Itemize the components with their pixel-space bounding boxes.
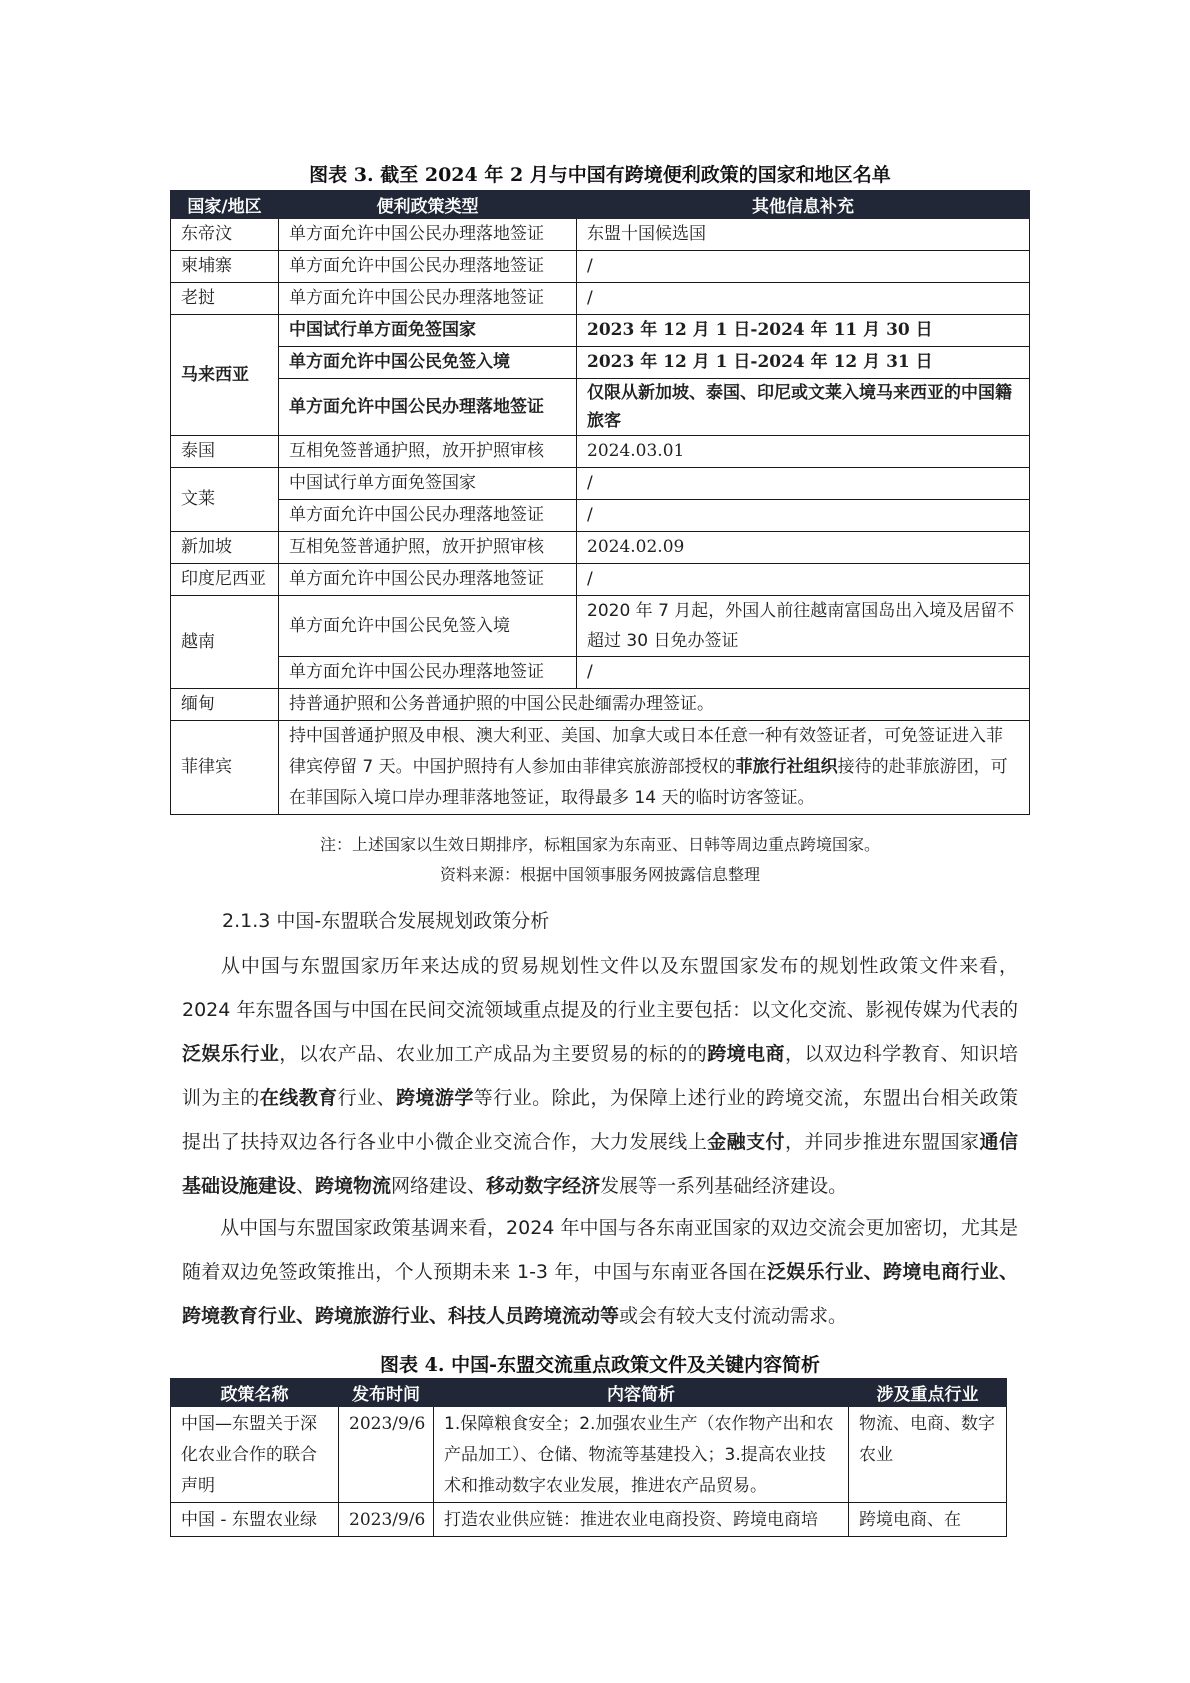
paragraph-bold: 在线教育	[259, 1087, 338, 1109]
info-cell: /	[577, 657, 1030, 689]
paragraph-text: 发展等一系列基础经济建设。	[600, 1175, 848, 1197]
country-cell: 东帝汶	[171, 219, 279, 251]
paragraph-text: ，以双边科学教育、知识培训为主的	[182, 1043, 1018, 1109]
table-row	[171, 721, 1030, 815]
date-cell: 2023/9/6	[339, 1503, 434, 1537]
policy-cell: 单方面允许中国公民办理落地签证	[279, 500, 577, 532]
figure-4-table	[170, 1378, 1007, 1537]
paragraph-bold: 跨境物流	[315, 1175, 392, 1197]
country-cell: 老挝	[171, 283, 279, 315]
policy-text-bold: 菲旅行社组织	[735, 757, 838, 777]
paragraph-bold: 移动数字经济	[486, 1175, 601, 1197]
body-paragraph	[182, 1206, 1018, 1338]
info-cell: 2023 年 12 月 1 日-2024 年 12 月 31 日	[577, 347, 1030, 379]
column-header-policy: 便利政策类型	[279, 191, 577, 219]
column-header-industry: 涉及重点行业	[849, 1379, 1007, 1407]
policy-text: 接待的赴菲旅游团，可在菲国际入境口岸办理菲落地签证，取得最多 14 天的临时访客签证。	[289, 757, 1008, 808]
policy-cell: 单方面允许中国公民办理落地签证	[279, 379, 577, 436]
paragraph-text: 从中国与东盟国家历年来达成的贸易规划性文件以及东盟国家发布的规划性政策文件来看，2024 年东盟各国与中国在民间交流领域重点提及的行业主要包括：以文化交流、影视传媒为代表的	[182, 955, 1018, 1021]
content-cell: 打造农业供应链：推进农业电商投资、跨境电商培	[434, 1503, 849, 1537]
table-row	[171, 689, 1030, 721]
paragraph-text: 或会有较大支付流动需求。	[619, 1305, 848, 1327]
paragraph-bold: 金融支付	[707, 1131, 785, 1153]
country-cell: 柬埔寨	[171, 251, 279, 283]
table-row	[171, 347, 1030, 379]
info-cell: /	[577, 283, 1030, 315]
column-header-date: 发布时间	[339, 1379, 434, 1407]
policy-cell: 互相免签普通护照，放开护照审核	[279, 436, 577, 468]
column-header-country: 国家/地区	[171, 191, 279, 219]
column-header-info: 其他信息补充	[577, 191, 1030, 219]
info-cell: 2020 年 7 月起，外国人前往越南富国岛出入境及居留不超过 30 日免办签证	[577, 596, 1030, 657]
info-cell: /	[577, 251, 1030, 283]
country-cell: 泰国	[171, 436, 279, 468]
policy-cell-merged	[279, 721, 1030, 815]
table-header-row	[171, 1379, 1007, 1407]
column-header-policy-name: 政策名称	[171, 1379, 339, 1407]
table-row	[171, 436, 1030, 468]
info-cell: 2024.02.09	[577, 532, 1030, 564]
paragraph-bold: 跨境电商	[707, 1043, 785, 1065]
info-cell: 仅限从新加坡、泰国、印尼或文莱入境马来西亚的中国籍旅客	[577, 379, 1030, 436]
table-note: 注：上述国家以生效日期排序，标粗国家为东南亚、日韩等周边重点跨境国家。	[319, 835, 880, 854]
policy-cell: 单方面允许中国公民办理落地签证	[279, 283, 577, 315]
content-cell: 1.保障粮食安全；2.加强农业生产（农作物产出和农产品加工）、仓储、物流等基建投入；3.提高农业技术和推动数字农业发展，推进农产品贸易。	[434, 1407, 849, 1503]
policy-cell: 单方面允许中国公民办理落地签证	[279, 251, 577, 283]
paragraph-text: 从中国与东盟国家政策基调来看，2024 年中国与各东南亚国家的双边交流会更加密切，尤其是随着双边免签政策推出，个人预期未来 1-3 年，中国与东南亚各国在	[182, 1217, 1018, 1283]
country-cell: 新加坡	[171, 532, 279, 564]
country-cell: 菲律宾	[171, 721, 279, 815]
policy-cell-merged: 持普通护照和公务普通护照的中国公民赴缅需办理签证。	[279, 689, 1030, 721]
table-row	[171, 379, 1030, 436]
policy-cell: 单方面允许中国公民免签入境	[279, 596, 577, 657]
policy-cell: 中国试行单方面免签国家	[279, 468, 577, 500]
table-row	[171, 1503, 1007, 1537]
figure-3-title: 图表 3. 截至 2024 年 2 月与中国有跨境便利政策的国家和地区名单	[309, 164, 891, 186]
industry-cell: 跨境电商、在	[849, 1503, 1007, 1537]
info-cell: /	[577, 564, 1030, 596]
table-row	[171, 251, 1030, 283]
paragraph-text: ，以农产品、农业加工产成品为主要贸易的标的的	[279, 1043, 708, 1065]
table-row	[171, 564, 1030, 596]
paragraph-text: 网络建设、	[391, 1175, 487, 1197]
figure-4-title: 图表 4. 中国-东盟交流重点政策文件及关键内容简析	[380, 1354, 820, 1376]
section-heading: 2.1.3 中国-东盟联合发展规划政策分析	[222, 910, 550, 932]
table-row	[171, 283, 1030, 315]
paragraph-text: ，并同步推进东盟国家	[785, 1131, 980, 1153]
info-cell: /	[577, 500, 1030, 532]
policy-cell: 单方面允许中国公民办理落地签证	[279, 564, 577, 596]
table-row	[171, 500, 1030, 532]
paragraph-bold: 跨境游学	[395, 1087, 474, 1109]
info-cell: /	[577, 468, 1030, 500]
paragraph-bold: 泛娱乐行业、跨境电商行业、跨境教育行业、跨境旅游行业、科技人员跨境流动等	[182, 1261, 1018, 1327]
paragraph-bold: 泛娱乐行业	[182, 1043, 280, 1065]
country-cell: 印度尼西亚	[171, 564, 279, 596]
date-cell: 2023/9/6	[339, 1407, 434, 1503]
paragraph-text: 等行业。除此，为保障上述行业的跨境交流，东盟出台相关政策提出了扶持双边各行各业中小微企业交流合作，大力发展线上	[182, 1087, 1018, 1153]
table-row	[171, 315, 1030, 347]
table-row	[171, 468, 1030, 500]
policy-cell: 单方面允许中国公民办理落地签证	[279, 657, 577, 689]
column-header-content: 内容简析	[434, 1379, 849, 1407]
info-cell: 2023 年 12 月 1 日-2024 年 11 月 30 日	[577, 315, 1030, 347]
industry-cell: 物流、电商、数字农业	[849, 1407, 1007, 1503]
info-cell: 东盟十国候选国	[577, 219, 1030, 251]
table-row	[171, 532, 1030, 564]
table-source: 资料来源：根据中国领事服务网披露信息整理	[439, 865, 760, 884]
country-cell-highlighted: 马来西亚	[171, 315, 279, 436]
country-cell: 文莱	[171, 468, 279, 532]
country-cell: 缅甸	[171, 689, 279, 721]
policy-text: 持中国普通护照及申根、澳大利亚、美国、加拿大或日本任意一种有效签证者，可免签证进入菲律宾停留 7 天。中国护照持有人参加由菲律宾旅游部授权的	[289, 726, 1003, 777]
policy-name-cell: 中国 - 东盟农业绿	[171, 1503, 339, 1537]
info-cell: 2024.03.01	[577, 436, 1030, 468]
table-row	[171, 219, 1030, 251]
paragraph-bold: 通信基础设施建设	[182, 1131, 1018, 1197]
paragraph-text: 、	[296, 1175, 316, 1197]
figure-3-table	[170, 190, 1030, 815]
table-row	[171, 596, 1030, 657]
table-row	[171, 1407, 1007, 1503]
body-paragraph	[182, 944, 1018, 1208]
table-header-row	[171, 191, 1030, 219]
policy-name-cell: 中国—东盟关于深化农业合作的联合声明	[171, 1407, 339, 1503]
policy-cell: 互相免签普通护照，放开护照审核	[279, 532, 577, 564]
paragraph-text: 行业、	[337, 1087, 396, 1109]
policy-cell: 中国试行单方面免签国家	[279, 315, 577, 347]
country-cell: 越南	[171, 596, 279, 689]
policy-cell: 单方面允许中国公民免签入境	[279, 347, 577, 379]
policy-cell: 单方面允许中国公民办理落地签证	[279, 219, 577, 251]
table-row	[171, 657, 1030, 689]
